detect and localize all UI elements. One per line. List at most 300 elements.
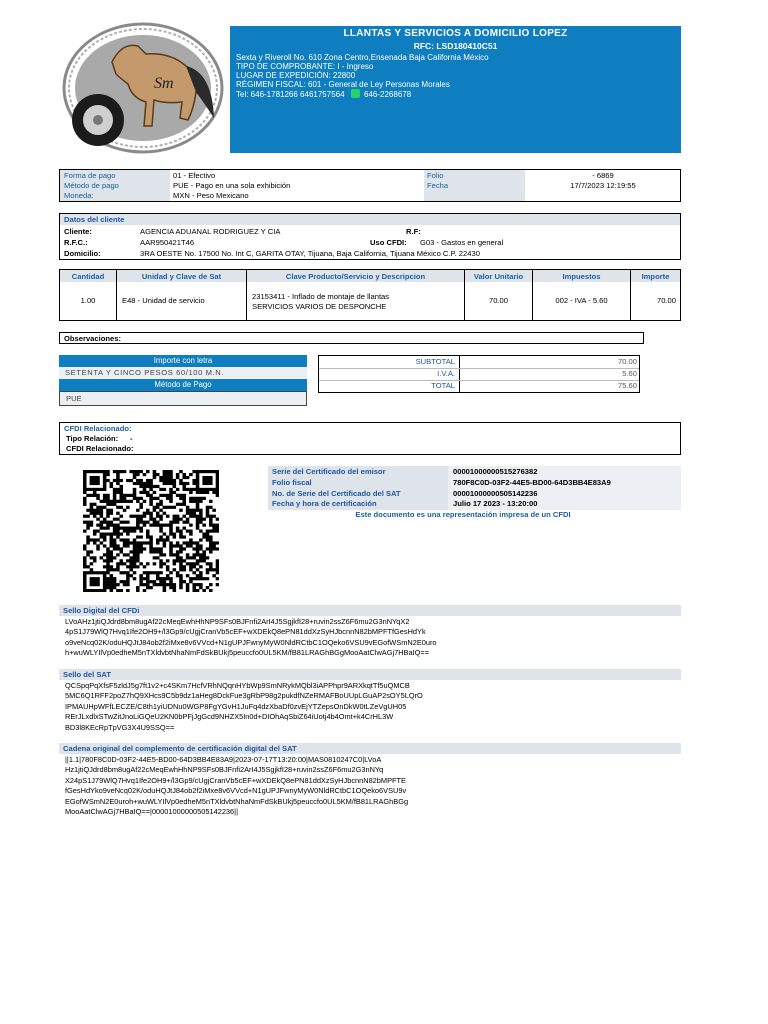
qr-module <box>146 562 150 565</box>
qr-module <box>199 530 203 533</box>
sello-cfdi-line: LVoAHz1jtiQJdrd8bm8ugAf22cMeqEwhHhNP9SFs0BJFnfi2ArI4J5SgjkfI28+ruvin2ssZ6F6mu2G3nNYqX2 <box>65 617 410 626</box>
qr-module <box>206 470 210 473</box>
qr-module <box>83 586 87 589</box>
qr-module <box>212 574 216 577</box>
qr-module <box>116 473 120 476</box>
qr-module <box>129 500 133 503</box>
qr-module <box>86 515 90 518</box>
qr-module <box>153 476 157 479</box>
qr-module <box>192 571 196 574</box>
qr-module <box>110 565 114 568</box>
qr-module <box>159 494 163 497</box>
qr-module <box>119 470 123 473</box>
qr-module <box>192 556 196 559</box>
qr-module <box>96 506 100 509</box>
qr-module <box>176 559 180 562</box>
qr-module <box>209 500 213 503</box>
qr-module <box>139 482 143 485</box>
qr-module <box>169 524 173 527</box>
qr-module <box>103 485 107 488</box>
qr-module <box>196 589 200 592</box>
company-name: LLANTAS Y SERVICIOS A DOMICILIO LOPEZ <box>343 28 568 39</box>
qr-module <box>149 524 153 527</box>
qr-module <box>116 524 120 527</box>
importe-letra-value: SETENTA Y CINCO PESOS 60/100 M.N. <box>59 367 307 379</box>
qr-module <box>133 470 137 473</box>
qr-module <box>110 482 114 485</box>
qr-module <box>173 553 177 556</box>
qr-module <box>93 577 97 580</box>
qr-module <box>119 515 123 518</box>
qr-module <box>126 589 130 592</box>
qr-module <box>83 476 87 479</box>
qr-module <box>149 550 153 553</box>
cliente-label: Cliente: <box>64 227 92 236</box>
qr-module <box>209 476 213 479</box>
qr-module <box>110 521 114 524</box>
qr-module <box>129 550 133 553</box>
col-header-impuestos: Impuestos <box>562 272 601 281</box>
qr-module <box>166 506 170 509</box>
qr-module <box>189 568 193 571</box>
qr-module <box>179 586 183 589</box>
qr-module <box>83 485 87 488</box>
qr-module <box>90 506 94 509</box>
qr-module <box>103 571 107 574</box>
qr-module <box>96 544 100 547</box>
qr-module <box>119 494 123 497</box>
qr-module <box>209 547 213 550</box>
qr-module <box>110 541 114 544</box>
qr-module <box>90 482 94 485</box>
qr-module <box>86 470 90 473</box>
serie-emisor-label: Serie del Certificado del emisor <box>272 467 386 476</box>
moneda-label: Moneda: <box>64 191 94 200</box>
qr-module <box>199 547 203 550</box>
qr-module <box>163 512 167 515</box>
qr-module <box>173 583 177 586</box>
qr-module <box>133 559 137 562</box>
qr-module <box>136 547 140 550</box>
qr-module <box>143 512 147 515</box>
whatsapp-icon <box>351 89 360 98</box>
qr-module <box>156 547 160 550</box>
qr-module <box>93 556 97 559</box>
qr-module <box>139 479 143 482</box>
qr-module <box>196 485 200 488</box>
cliente-value: AGENCIA ADUANAL RODRIGUEZ Y CIA <box>140 227 281 236</box>
qr-module <box>176 521 180 524</box>
qr-module <box>93 532 97 535</box>
qr-module <box>212 547 216 550</box>
qr-module <box>146 530 150 533</box>
qr-module <box>146 583 150 586</box>
qr-module <box>133 530 137 533</box>
qr-module <box>166 583 170 586</box>
qr-module <box>143 473 147 476</box>
qr-module <box>156 506 160 509</box>
qr-module <box>186 574 190 577</box>
qr-module <box>149 541 153 544</box>
qr-module <box>199 521 203 524</box>
qr-module <box>93 476 97 479</box>
qr-module <box>93 559 97 562</box>
qr-module <box>93 538 97 541</box>
qr-module <box>136 473 140 476</box>
qr-module <box>202 556 206 559</box>
qr-module <box>100 541 104 544</box>
qr-module <box>202 532 206 535</box>
qr-module <box>192 565 196 568</box>
qr-module <box>113 503 117 506</box>
qr-module <box>202 550 206 553</box>
qr-module <box>212 470 216 473</box>
qr-module <box>189 556 193 559</box>
sello-sat-line: IPMAUHpWFfLECZE/C8th1yiUDNu0WGP8FgYGvH1JuFq4dzXbaDf0zvEjYTZepsOnDkW0tLZeVgUH05 <box>65 701 407 711</box>
client-box <box>59 213 681 260</box>
qr-module <box>153 470 157 473</box>
qr-module <box>123 521 127 524</box>
qr-module <box>169 482 173 485</box>
qr-module <box>123 562 127 565</box>
qr-module <box>106 565 110 568</box>
item-importe: 70.00 <box>656 296 676 305</box>
qr-module <box>192 553 196 556</box>
qr-module <box>96 589 100 592</box>
qr-module <box>166 494 170 497</box>
qr-module <box>119 521 123 524</box>
qr-module <box>90 538 94 541</box>
sello-sat-line: 5MC6Q1RFF2poZ7hQ9XHcs9C5b9dz1aHeg8DckFue3gRbP98g2pukdfNZeRMAFBoUUpLGuAP2sOY5LQrO <box>65 691 423 701</box>
fecha-cert-label: Fecha y hora de certificación <box>272 499 377 508</box>
qr-module <box>189 538 193 541</box>
qr-module <box>83 571 87 574</box>
qr-module <box>206 491 210 494</box>
qr-module <box>159 571 163 574</box>
qr-module <box>146 485 150 488</box>
qr-module <box>119 547 123 550</box>
qr-module <box>189 544 193 547</box>
tipo-comprobante: TIPO DE COMPROBANTE: I - Ingreso <box>236 62 374 71</box>
qr-module <box>192 515 196 518</box>
qr-module <box>103 538 107 541</box>
qr-module <box>136 535 140 538</box>
qr-module <box>216 485 219 488</box>
qr-module <box>192 470 196 473</box>
qr-module <box>209 568 213 571</box>
sello-sat-title: Sello del SAT <box>63 670 111 679</box>
qr-module <box>169 479 173 482</box>
subtotal-label: SUBTOTAL <box>415 357 455 366</box>
qr-module <box>110 577 114 580</box>
qr-module <box>146 541 150 544</box>
qr-module <box>202 524 206 527</box>
qr-module <box>209 518 213 521</box>
cfdi-rel-title: CFDI Relacionado: <box>64 424 132 433</box>
qr-module <box>189 577 193 580</box>
qr-module <box>179 532 183 535</box>
qr-module <box>116 470 120 473</box>
qr-module <box>83 562 87 565</box>
qr-module <box>100 524 104 527</box>
qr-module <box>216 583 219 586</box>
fecha-value: 17/7/2023 12:19:55 <box>570 181 636 190</box>
qr-module <box>192 497 196 500</box>
qr-module <box>133 577 137 580</box>
qr-module <box>86 527 90 530</box>
qr-module <box>119 527 123 530</box>
qr-module <box>192 500 196 503</box>
qr-module <box>216 577 219 580</box>
qr-module <box>159 527 163 530</box>
qr-module <box>126 479 130 482</box>
qr-module <box>149 544 153 547</box>
company-whatsapp: 646-2268678 <box>364 90 412 99</box>
qr-module <box>196 559 200 562</box>
qr-module <box>126 553 130 556</box>
item-descripcion: SERVICIOS VARIOS DE DESPONCHE <box>252 302 387 311</box>
qr-module <box>106 470 110 473</box>
qr-module <box>192 577 196 580</box>
qr-module <box>116 589 120 592</box>
serie-sat-label: No. de Serie del Certificado del SAT <box>272 489 401 498</box>
qr-module <box>183 559 187 562</box>
qr-module <box>209 562 213 565</box>
qr-module <box>103 521 107 524</box>
qr-module <box>143 524 147 527</box>
qr-module <box>189 500 193 503</box>
qr-module <box>100 527 104 530</box>
qr-module <box>196 473 200 476</box>
qr-module <box>83 574 87 577</box>
qr-module <box>196 488 200 491</box>
qr-module <box>123 470 127 473</box>
qr-module <box>159 553 163 556</box>
qr-module <box>166 565 170 568</box>
qr-module <box>110 589 114 592</box>
qr-module <box>212 524 216 527</box>
qr-module <box>173 535 177 538</box>
qr-module <box>136 559 140 562</box>
qr-module <box>93 494 97 497</box>
qr-module <box>136 541 140 544</box>
sello-cfdi-line: o9veNcq02K/oduHQJtJ84ob2f2iMxe8v6VVcd+N1gUPJFwnyMyW0NldRCtbC1OQeko6VSU9vEGofWSmN2E0uro <box>65 637 437 647</box>
qr-module <box>143 482 147 485</box>
qr-module <box>199 515 203 518</box>
qr-module <box>159 500 163 503</box>
qr-module <box>139 503 143 506</box>
qr-module <box>199 470 203 473</box>
qr-module <box>90 577 94 580</box>
qr-module <box>189 497 193 500</box>
qr-module <box>116 547 120 550</box>
uso-cfdi-value: G03 - Gastos en general <box>420 238 504 247</box>
qr-module <box>216 559 219 562</box>
qr-module <box>93 482 97 485</box>
qr-module <box>103 559 107 562</box>
qr-module <box>93 509 97 512</box>
qr-module <box>159 515 163 518</box>
qr-module <box>106 500 110 503</box>
qr-module <box>216 547 219 550</box>
qr-module <box>159 550 163 553</box>
qr-module <box>96 509 100 512</box>
qr-module <box>146 491 150 494</box>
qr-module <box>169 583 173 586</box>
qr-module <box>143 515 147 518</box>
qr-module <box>199 500 203 503</box>
importe-letra-box <box>59 355 307 408</box>
qr-module <box>83 491 87 494</box>
qr-module <box>199 586 203 589</box>
col-header-unidad: Unidad y Clave de Sat <box>141 272 222 281</box>
qr-module <box>103 494 107 497</box>
qr-module <box>96 488 100 491</box>
cadena-line: Hz1jtiQJdrd8bm8ugAf22cMeqEwhHhNP9SFs0BJFnfi2ArI4J5SgjkfI28+ruvin2ssZ6F6mu2G3nNYq <box>65 765 384 775</box>
qr-module <box>166 515 170 518</box>
sello-sat-line: BD3l8KEcRpTpVG3X4U9SSQ== <box>65 722 175 732</box>
qr-module <box>209 482 213 485</box>
sello-cfdi-text <box>65 617 675 659</box>
qr-module <box>206 506 210 509</box>
qr-module <box>126 494 130 497</box>
qr-module <box>169 577 173 580</box>
qr-module <box>176 571 180 574</box>
qr-module <box>169 473 173 476</box>
qr-module <box>143 571 147 574</box>
qr-module <box>110 512 114 515</box>
qr-module <box>169 488 173 491</box>
qr-module <box>139 491 143 494</box>
qr-module <box>103 583 107 586</box>
qr-module <box>189 524 193 527</box>
qr-module <box>163 479 167 482</box>
fecha-cert-value: Julio 17 2023 - 13:20:00 <box>453 499 538 508</box>
qr-module <box>159 488 163 491</box>
qr-module <box>176 476 180 479</box>
qr-module <box>149 482 153 485</box>
qr-module <box>136 515 140 518</box>
qr-module <box>149 503 153 506</box>
qr-module <box>96 524 100 527</box>
qr-module <box>192 479 196 482</box>
qr-module <box>110 544 114 547</box>
qr-module <box>183 521 187 524</box>
qr-module <box>186 521 190 524</box>
qr-module <box>216 527 219 530</box>
qr-module <box>90 571 94 574</box>
qr-module <box>136 565 140 568</box>
qr-module <box>119 559 123 562</box>
qr-module <box>146 521 150 524</box>
qr-module <box>196 518 200 521</box>
qr-module <box>163 488 167 491</box>
qr-module <box>90 521 94 524</box>
qr-module <box>209 538 213 541</box>
qr-module <box>189 541 193 544</box>
qr-module <box>103 476 107 479</box>
qr-module <box>179 547 183 550</box>
qr-module <box>106 497 110 500</box>
qr-module <box>139 535 143 538</box>
qr-module <box>209 550 213 553</box>
qr-module <box>163 532 167 535</box>
qr-module <box>206 538 210 541</box>
qr-module <box>143 589 147 592</box>
qr-module <box>129 568 133 571</box>
qr-module <box>166 535 170 538</box>
cfdi-relacionado-box <box>59 422 681 455</box>
qr-module <box>106 479 110 482</box>
qr-module <box>100 532 104 535</box>
qr-module <box>179 562 183 565</box>
qr-module <box>96 547 100 550</box>
company-logo <box>62 22 224 154</box>
qr-module <box>189 488 193 491</box>
qr-module <box>189 473 193 476</box>
qr-module <box>206 556 210 559</box>
qr-module <box>133 515 137 518</box>
qr-module <box>83 521 87 524</box>
qr-module <box>119 497 123 500</box>
qr-module <box>156 556 160 559</box>
qr-module <box>173 544 177 547</box>
qr-module <box>216 541 219 544</box>
qr-module <box>149 571 153 574</box>
qr-module <box>146 586 150 589</box>
qr-module <box>96 497 100 500</box>
qr-module <box>83 497 87 500</box>
qr-module <box>173 491 177 494</box>
qr-module <box>139 518 143 521</box>
qr-module <box>116 491 120 494</box>
qr-module <box>126 577 130 580</box>
qr-module <box>96 476 100 479</box>
qr-module <box>90 583 94 586</box>
company-phones <box>236 89 411 99</box>
svg-text:Sm: Sm <box>154 75 174 92</box>
qr-module <box>133 556 137 559</box>
company-address: Sexta y Riveroll No. 610 Zona Centro,Ensenada Baja California México <box>236 53 489 62</box>
qr-module <box>106 583 110 586</box>
qr-module <box>173 568 177 571</box>
qr-module <box>103 488 107 491</box>
qr-module <box>216 479 219 482</box>
qr-module <box>163 538 167 541</box>
qr-module <box>209 506 213 509</box>
qr-module <box>86 524 90 527</box>
folio-fiscal-value: 780F8C0D-03F2-44E5-BD00-64D3BB4E83A9 <box>453 478 611 487</box>
qr-module <box>212 491 216 494</box>
qr-module <box>96 577 100 580</box>
qr-module <box>139 530 143 533</box>
rfc-label: R.F.C.: <box>64 238 88 247</box>
qr-module <box>209 479 213 482</box>
qr-module <box>93 515 97 518</box>
qr-module <box>90 509 94 512</box>
qr-module <box>116 518 120 521</box>
qr-module <box>133 544 137 547</box>
qr-module <box>110 524 114 527</box>
qr-module <box>176 515 180 518</box>
qr-module <box>133 565 137 568</box>
qr-module <box>183 527 187 530</box>
qr-module <box>153 524 157 527</box>
qr-module <box>123 583 127 586</box>
qr-module <box>116 506 120 509</box>
qr-module <box>83 530 87 533</box>
qr-module <box>186 512 190 515</box>
